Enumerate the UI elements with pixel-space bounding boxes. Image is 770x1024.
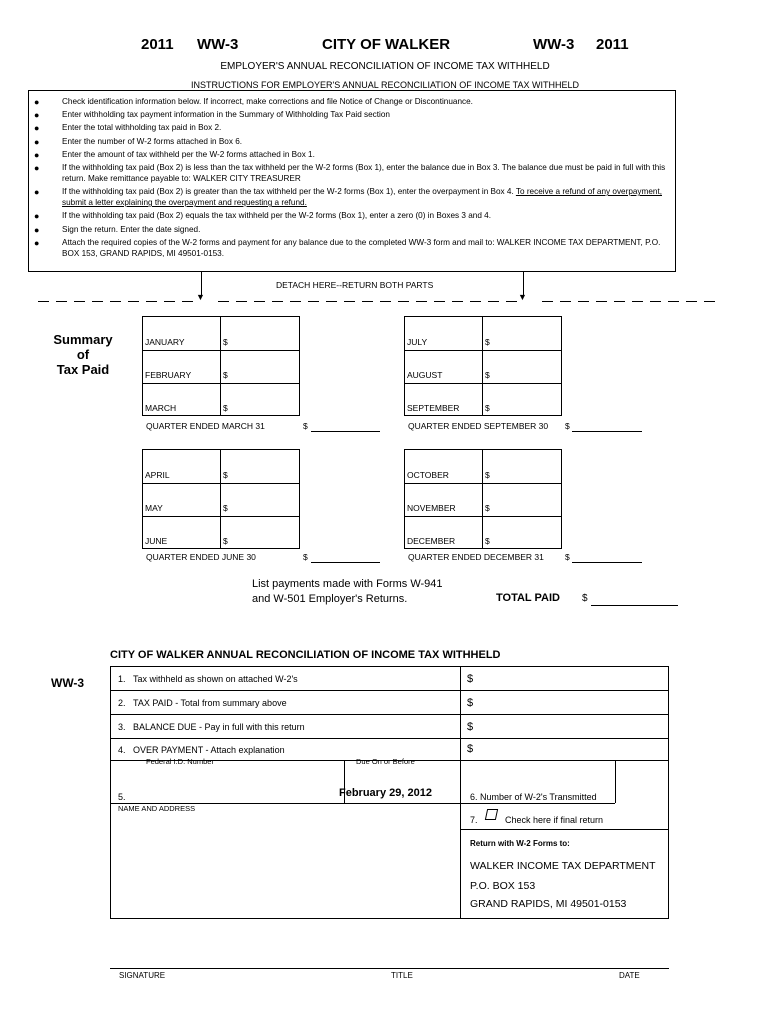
quarter-4-total-field[interactable] [572, 562, 642, 563]
box-6-label: 6. Number of W-2's Transmitted [470, 792, 597, 802]
tax-withheld-field[interactable] [478, 669, 663, 689]
return-with-label: Return with W-2 Forms to: [470, 839, 570, 848]
quarter-2-total-field[interactable] [311, 562, 380, 563]
cut-line-dash [686, 301, 697, 302]
cut-line-dash [92, 301, 103, 302]
instructions-list [34, 96, 674, 261]
cut-line-dash [704, 301, 715, 302]
bullet-icon: ● [34, 110, 40, 121]
cut-line-dash [128, 301, 139, 302]
due-date: February 29, 2012 [339, 787, 432, 799]
dollar-sign: $ [303, 421, 308, 431]
cut-line-dash [416, 301, 427, 302]
form-section-title: CITY OF WALKER ANNUAL RECONCILIATION OF INCOME TAX WITHHELD [110, 649, 501, 661]
year-left: 2011 [141, 36, 174, 53]
date-label: DATE [619, 971, 640, 980]
dollar-sign: $ [467, 743, 474, 755]
cut-line-dash [398, 301, 409, 302]
cut-line-dash [344, 301, 355, 302]
payments-note-line1: List payments made with Forms W-941 [252, 578, 443, 590]
month-row-february: FEBRUARY $ [143, 350, 299, 384]
line-2: 2. TAX PAID - Total from summary above [118, 698, 287, 708]
quarter-3-label: QUARTER ENDED SEPTEMBER 30 [408, 421, 549, 431]
return-address-line2: P.O. BOX 153 [470, 880, 536, 892]
form-id-left: WW-3 [197, 36, 239, 53]
quarter-1-total-field[interactable] [311, 431, 380, 432]
dollar-sign: $ [582, 593, 588, 604]
month-row-may: MAY $ [143, 483, 299, 517]
dollar-sign: $ [467, 673, 474, 685]
month-row-june: JUNE $ [143, 516, 299, 549]
instructions-title: INSTRUCTIONS FOR EMPLOYER'S ANNUAL RECONCILIATION OF INCOME TAX WITHHELD [191, 80, 579, 90]
federal-id-label: Federal I.D. Number [146, 757, 214, 766]
instruction-item: ● Enter the amount of tax withheld per the W-2 forms attached in Box 1. [34, 149, 315, 160]
dollar-sign: $ [565, 421, 570, 431]
signature-line[interactable] [110, 968, 669, 969]
instruction-item: ● Sign the return. Enter the date signed. [34, 224, 201, 235]
cut-line-dash [218, 301, 229, 302]
row-divider [460, 829, 669, 830]
month-row-october: OCTOBER $ [405, 450, 561, 484]
instruction-item: ● If the withholding tax paid (Box 2) is greater than the tax withheld per the W-2 forms (Box 1), enter the overpayment in Box 4. To receive a refund of any overpayment, submit a letter explaining the overpayment and requesting a refund. [34, 187, 662, 208]
month-row-august: AUGUST $ [405, 350, 561, 384]
return-address-line1: WALKER INCOME TAX DEPARTMENT [470, 860, 656, 872]
cut-line-dash [614, 301, 625, 302]
instruction-item: ● Enter withholding tax payment information in the Summary of Withholding Tax Paid section [34, 110, 390, 121]
month-row-november: NOVEMBER $ [405, 483, 561, 517]
bullet-icon: ● [34, 123, 40, 134]
cut-line-dash [236, 301, 247, 302]
row-divider [110, 690, 669, 691]
cut-line-dash [110, 301, 121, 302]
month-row-july: JULY $ [405, 317, 561, 351]
instruction-item: ● Attach the required copies of the W-2 forms and payment for any balance due to the completed WW-3 form and mail to: WALKER INCOME TAX DEPARTMENT, P.O. BOX 153, GRAND RAPIDS, MI 49501-0153. [34, 237, 661, 258]
row-divider [110, 738, 669, 739]
cut-line-dash [290, 301, 301, 302]
signature-label: SIGNATURE [119, 971, 166, 980]
cut-line-dash [470, 301, 481, 302]
form-id-right: WW-3 [533, 36, 575, 53]
dollar-sign: $ [303, 552, 308, 562]
return-address-line3: GRAND RAPIDS, MI 49501-0153 [470, 898, 627, 910]
line-3: 3. BALANCE DUE - Pay in full with this return [118, 722, 305, 732]
line-4: 4. OVER PAYMENT - Attach explanation [118, 745, 285, 755]
cut-line-dash [578, 301, 589, 302]
quarter-4-box [404, 449, 562, 549]
year-right: 2011 [596, 36, 629, 53]
month-row-march: MARCH $ [143, 383, 299, 416]
amount-column-divider [460, 666, 461, 919]
quarter-3-total-field[interactable] [572, 431, 642, 432]
summary-title: Summary of Tax Paid [53, 332, 113, 377]
bullet-icon: ● [34, 211, 40, 222]
quarter-1-box [142, 316, 300, 416]
instruction-item: ● If the withholding tax paid (Box 2) equals the tax withheld per the W-2 forms (Box 1), enter a zero (0) in Boxes 3 and 4. [34, 211, 492, 222]
month-row-january: JANUARY $ [143, 317, 299, 351]
line-1: 1. Tax withheld as shown on attached W-2's [118, 674, 298, 684]
tax-paid-field[interactable] [478, 693, 663, 713]
cut-line-dash [254, 301, 265, 302]
form-side-label: WW-3 [51, 676, 85, 690]
arrow-down-icon: ▼ [518, 292, 527, 302]
bullet-icon: ● [34, 136, 40, 147]
cut-line-dash [596, 301, 607, 302]
arrow-down-icon: ▼ [196, 292, 205, 302]
refund-note: To receive a refund of any overpayment, submit a letter explaining the overpayment and requesting a refund. [62, 187, 662, 208]
quarter-3-box [404, 316, 562, 416]
cut-line-dash [308, 301, 319, 302]
cut-line-dash [452, 301, 463, 302]
cut-line-dash [56, 301, 67, 302]
cut-line-dash [488, 301, 499, 302]
bullet-icon: ● [34, 187, 40, 198]
detach-label: DETACH HERE--RETURN BOTH PARTS [276, 280, 434, 290]
final-return-checkbox[interactable] [485, 809, 498, 820]
bullet-icon: ● [34, 224, 40, 235]
due-label: Due On or Before [356, 757, 415, 766]
month-row-september: SEPTEMBER $ [405, 383, 561, 416]
bullet-icon: ● [34, 149, 40, 160]
cut-line-dash [272, 301, 283, 302]
bullet-icon: ● [34, 237, 40, 248]
cut-line-dash [326, 301, 337, 302]
quarter-4-label: QUARTER ENDED DECEMBER 31 [408, 552, 544, 562]
bullet-icon: ● [34, 97, 40, 107]
instruction-item: ● Check identification information below. If incorrect, make corrections and file Notice of Change or Discontinuance. [34, 97, 473, 107]
box-7-num: 7. [470, 815, 478, 825]
bullet-icon: ● [34, 162, 40, 173]
payments-note-line2: and W-501 Employer's Returns. [252, 593, 408, 605]
balance-due-field[interactable] [478, 717, 663, 737]
quarter-1-label: QUARTER ENDED MARCH 31 [146, 421, 265, 431]
quarter-2-label: QUARTER ENDED JUNE 30 [146, 552, 256, 562]
instruction-item: ● Enter the number of W-2 forms attached in Box 6. [34, 136, 243, 147]
row-divider [460, 803, 615, 804]
instruction-item: ● If the withholding tax paid (Box 2) is less than the tax withheld per the W-2 forms (Box 1), enter the balance due in Box 3. The balance due must be paid in full with this return. Make remittance payable to: WALKER CITY TREASURER [34, 162, 666, 183]
cut-line-dash [434, 301, 445, 302]
form-subtitle: EMPLOYER'S ANNUAL RECONCILIATION OF INCOME TAX WITHHELD [220, 61, 550, 72]
total-paid-field[interactable] [591, 605, 678, 606]
cut-line-dash [632, 301, 643, 302]
title-label: TITLE [391, 971, 413, 980]
month-row-december: DECEMBER $ [405, 516, 561, 549]
row-divider [110, 714, 669, 715]
month-row-april: APRIL $ [143, 450, 299, 484]
w2-count-field[interactable] [616, 762, 668, 802]
cut-line-dash [542, 301, 553, 302]
cut-line-dash [74, 301, 85, 302]
box-5-label: 5. [118, 792, 126, 802]
cut-line-dash [362, 301, 373, 302]
cut-line-dash [164, 301, 175, 302]
cut-line-dash [668, 301, 679, 302]
dollar-sign: $ [565, 552, 570, 562]
instruction-item: ● Enter the total withholding tax paid in Box 2. [34, 123, 222, 134]
overpayment-field[interactable] [478, 740, 663, 759]
cut-line-dash [38, 301, 49, 302]
final-return-label: Check here if final return [505, 815, 604, 825]
quarter-2-box [142, 449, 300, 549]
cut-line-dash [380, 301, 391, 302]
cut-line-dash [146, 301, 157, 302]
dollar-sign: $ [467, 721, 474, 733]
cut-line-dash [560, 301, 571, 302]
dollar-sign: $ [467, 697, 474, 709]
total-paid-label: TOTAL PAID [496, 592, 560, 604]
city-title: CITY OF WALKER [322, 36, 451, 53]
cut-line-dash [650, 301, 661, 302]
cut-line-dash [506, 301, 517, 302]
name-address-label: NAME AND ADDRESS [118, 804, 196, 813]
cut-line-dash [182, 301, 193, 302]
